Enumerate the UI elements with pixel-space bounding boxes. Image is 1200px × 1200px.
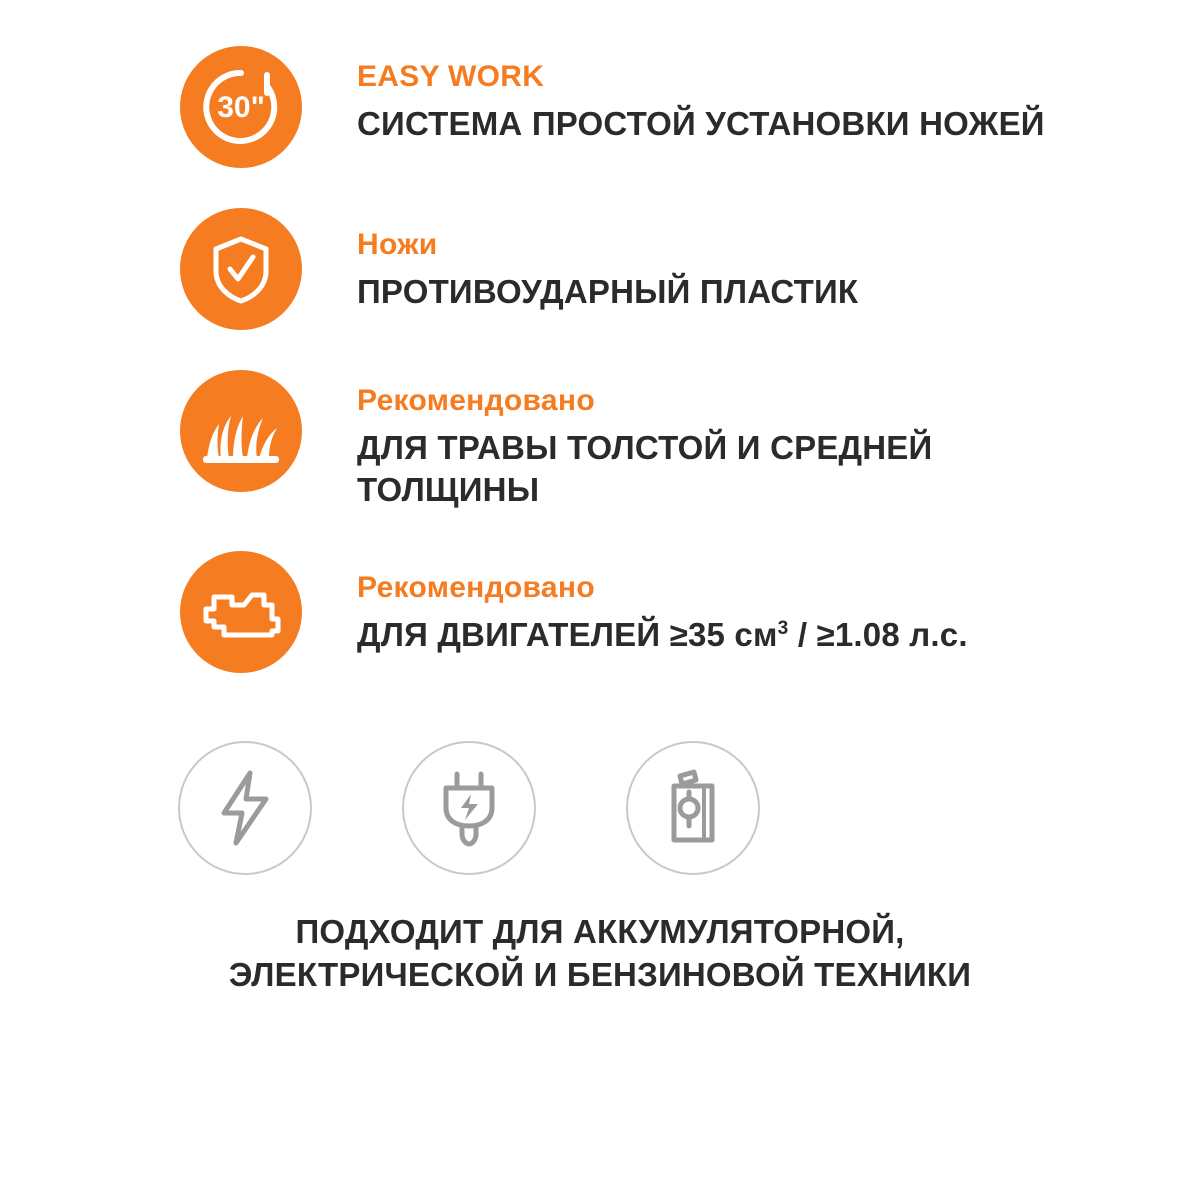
feature-title: Ножи bbox=[357, 228, 438, 261]
feature-list bbox=[60, 46, 1140, 693]
engine-desc-prefix: ДЛЯ ДВИГАТЕЛЕЙ ≥35 см bbox=[357, 616, 778, 654]
battery-lightning-icon bbox=[178, 741, 312, 875]
feature-description: ПРОТИВОУДАРНЫЙ ПЛАСТИК bbox=[357, 273, 859, 310]
feature-text bbox=[357, 370, 1057, 511]
feature-row bbox=[60, 46, 1140, 168]
electric-plug-icon bbox=[402, 741, 536, 875]
feature-text bbox=[357, 46, 1045, 145]
feature-description: ДЛЯ ТРАВЫ ТОЛСТОЙ И СРЕДНЕЙ ТОЛЩИНЫ bbox=[357, 429, 933, 509]
compatibility-icon-row bbox=[178, 741, 1140, 875]
fuel-canister-icon bbox=[626, 741, 760, 875]
feature-title: Рекомендовано bbox=[357, 384, 595, 417]
engine-desc-superscript: 3 bbox=[777, 618, 789, 640]
compatibility-caption bbox=[60, 911, 1140, 997]
compatibility-caption-line2: ЭЛЕКТРИЧЕСКОЙ И БЕНЗИНОВОЙ ТЕХНИКИ bbox=[228, 956, 972, 994]
compatibility-section bbox=[60, 741, 1140, 997]
blade-install-timer-icon bbox=[180, 46, 302, 168]
grass-icon bbox=[180, 370, 302, 492]
feature-title: Рекомендовано bbox=[357, 571, 595, 605]
feature-text bbox=[357, 208, 858, 313]
feature-text bbox=[357, 551, 968, 656]
engine-desc-suffix: / ≥1.08 л.с. bbox=[788, 616, 968, 654]
shield-check-icon bbox=[180, 208, 302, 330]
feature-title: EASY WORK bbox=[357, 60, 545, 93]
timer-label: 30" bbox=[217, 91, 265, 124]
feature-row bbox=[60, 208, 1140, 330]
engine-icon bbox=[180, 551, 302, 673]
feature-description bbox=[357, 614, 968, 656]
feature-row bbox=[60, 370, 1140, 511]
feature-row bbox=[60, 551, 1140, 673]
compatibility-caption-line1: ПОДХОДИТ ДЛЯ АККУМУЛЯТОРНОЙ, bbox=[295, 913, 905, 951]
feature-description: СИСТЕМА ПРОСТОЙ УСТАНОВКИ НОЖЕЙ bbox=[357, 105, 1045, 142]
